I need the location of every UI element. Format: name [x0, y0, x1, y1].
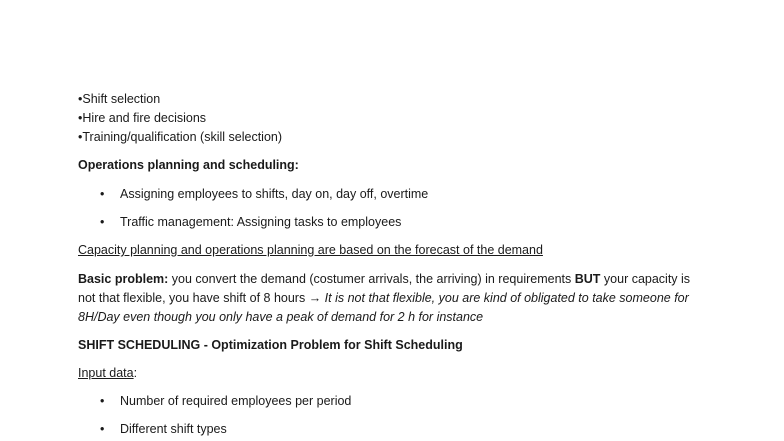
basic-problem-line-1 [78, 271, 690, 287]
bullet-text: Hire and fire decisions [82, 111, 207, 125]
arrow-icon: → [308, 291, 322, 305]
input-data-label-text: Input data [78, 366, 134, 380]
bullet-dot: • [100, 422, 105, 436]
basic-problem-line2-plain: not that flexible, you have shift of 8 hours [78, 291, 309, 305]
bullet-dot: • [100, 215, 105, 229]
bullet-dot: • [100, 187, 105, 201]
bullet-text: Shift selection [82, 92, 161, 106]
basic-problem-text-b: your capacity is [600, 272, 691, 286]
capacity-note: Capacity planning and operations planning are based on the forecast of the demand [78, 243, 543, 257]
ops-heading: Operations planning and scheduling: [78, 158, 299, 172]
input-data-colon: : [133, 366, 138, 380]
bullet-text: Training/qualification (skill selection) [82, 130, 283, 144]
shift-scheduling-heading: SHIFT SCHEDULING - Optimization Problem for Shift Scheduling [78, 338, 463, 352]
input-item-text: Number of required employees per period [120, 394, 352, 408]
bullet-dot: • [78, 92, 83, 106]
basic-problem-line-3: 8H/Day even though you only have a peak of demand for 2 h for instance [78, 310, 484, 324]
basic-problem-line-2 [78, 290, 689, 306]
basic-problem-label: Basic problem: [78, 272, 169, 286]
bullet-dot: • [78, 111, 83, 125]
input-data-label [78, 365, 137, 381]
input-item-text: Different shift types [120, 422, 227, 436]
intro-bullet-item [78, 91, 160, 107]
bullet-dot: • [78, 130, 83, 144]
bullet-dot: • [100, 394, 105, 408]
intro-bullet-item [78, 129, 282, 145]
basic-problem-text-a: you convert the demand (costumer arrivals, the arriving) in requirements [168, 272, 575, 286]
basic-problem-but: BUT [574, 272, 601, 286]
ops-item-text: Assigning employees to shifts, day on, day off, overtime [120, 187, 429, 201]
basic-problem-line2-italic: It is not that flexible, you are kind of obligated to take someone for [321, 291, 689, 305]
ops-item-text: Traffic management: Assigning tasks to employees [120, 215, 402, 229]
intro-bullet-item [78, 110, 206, 126]
